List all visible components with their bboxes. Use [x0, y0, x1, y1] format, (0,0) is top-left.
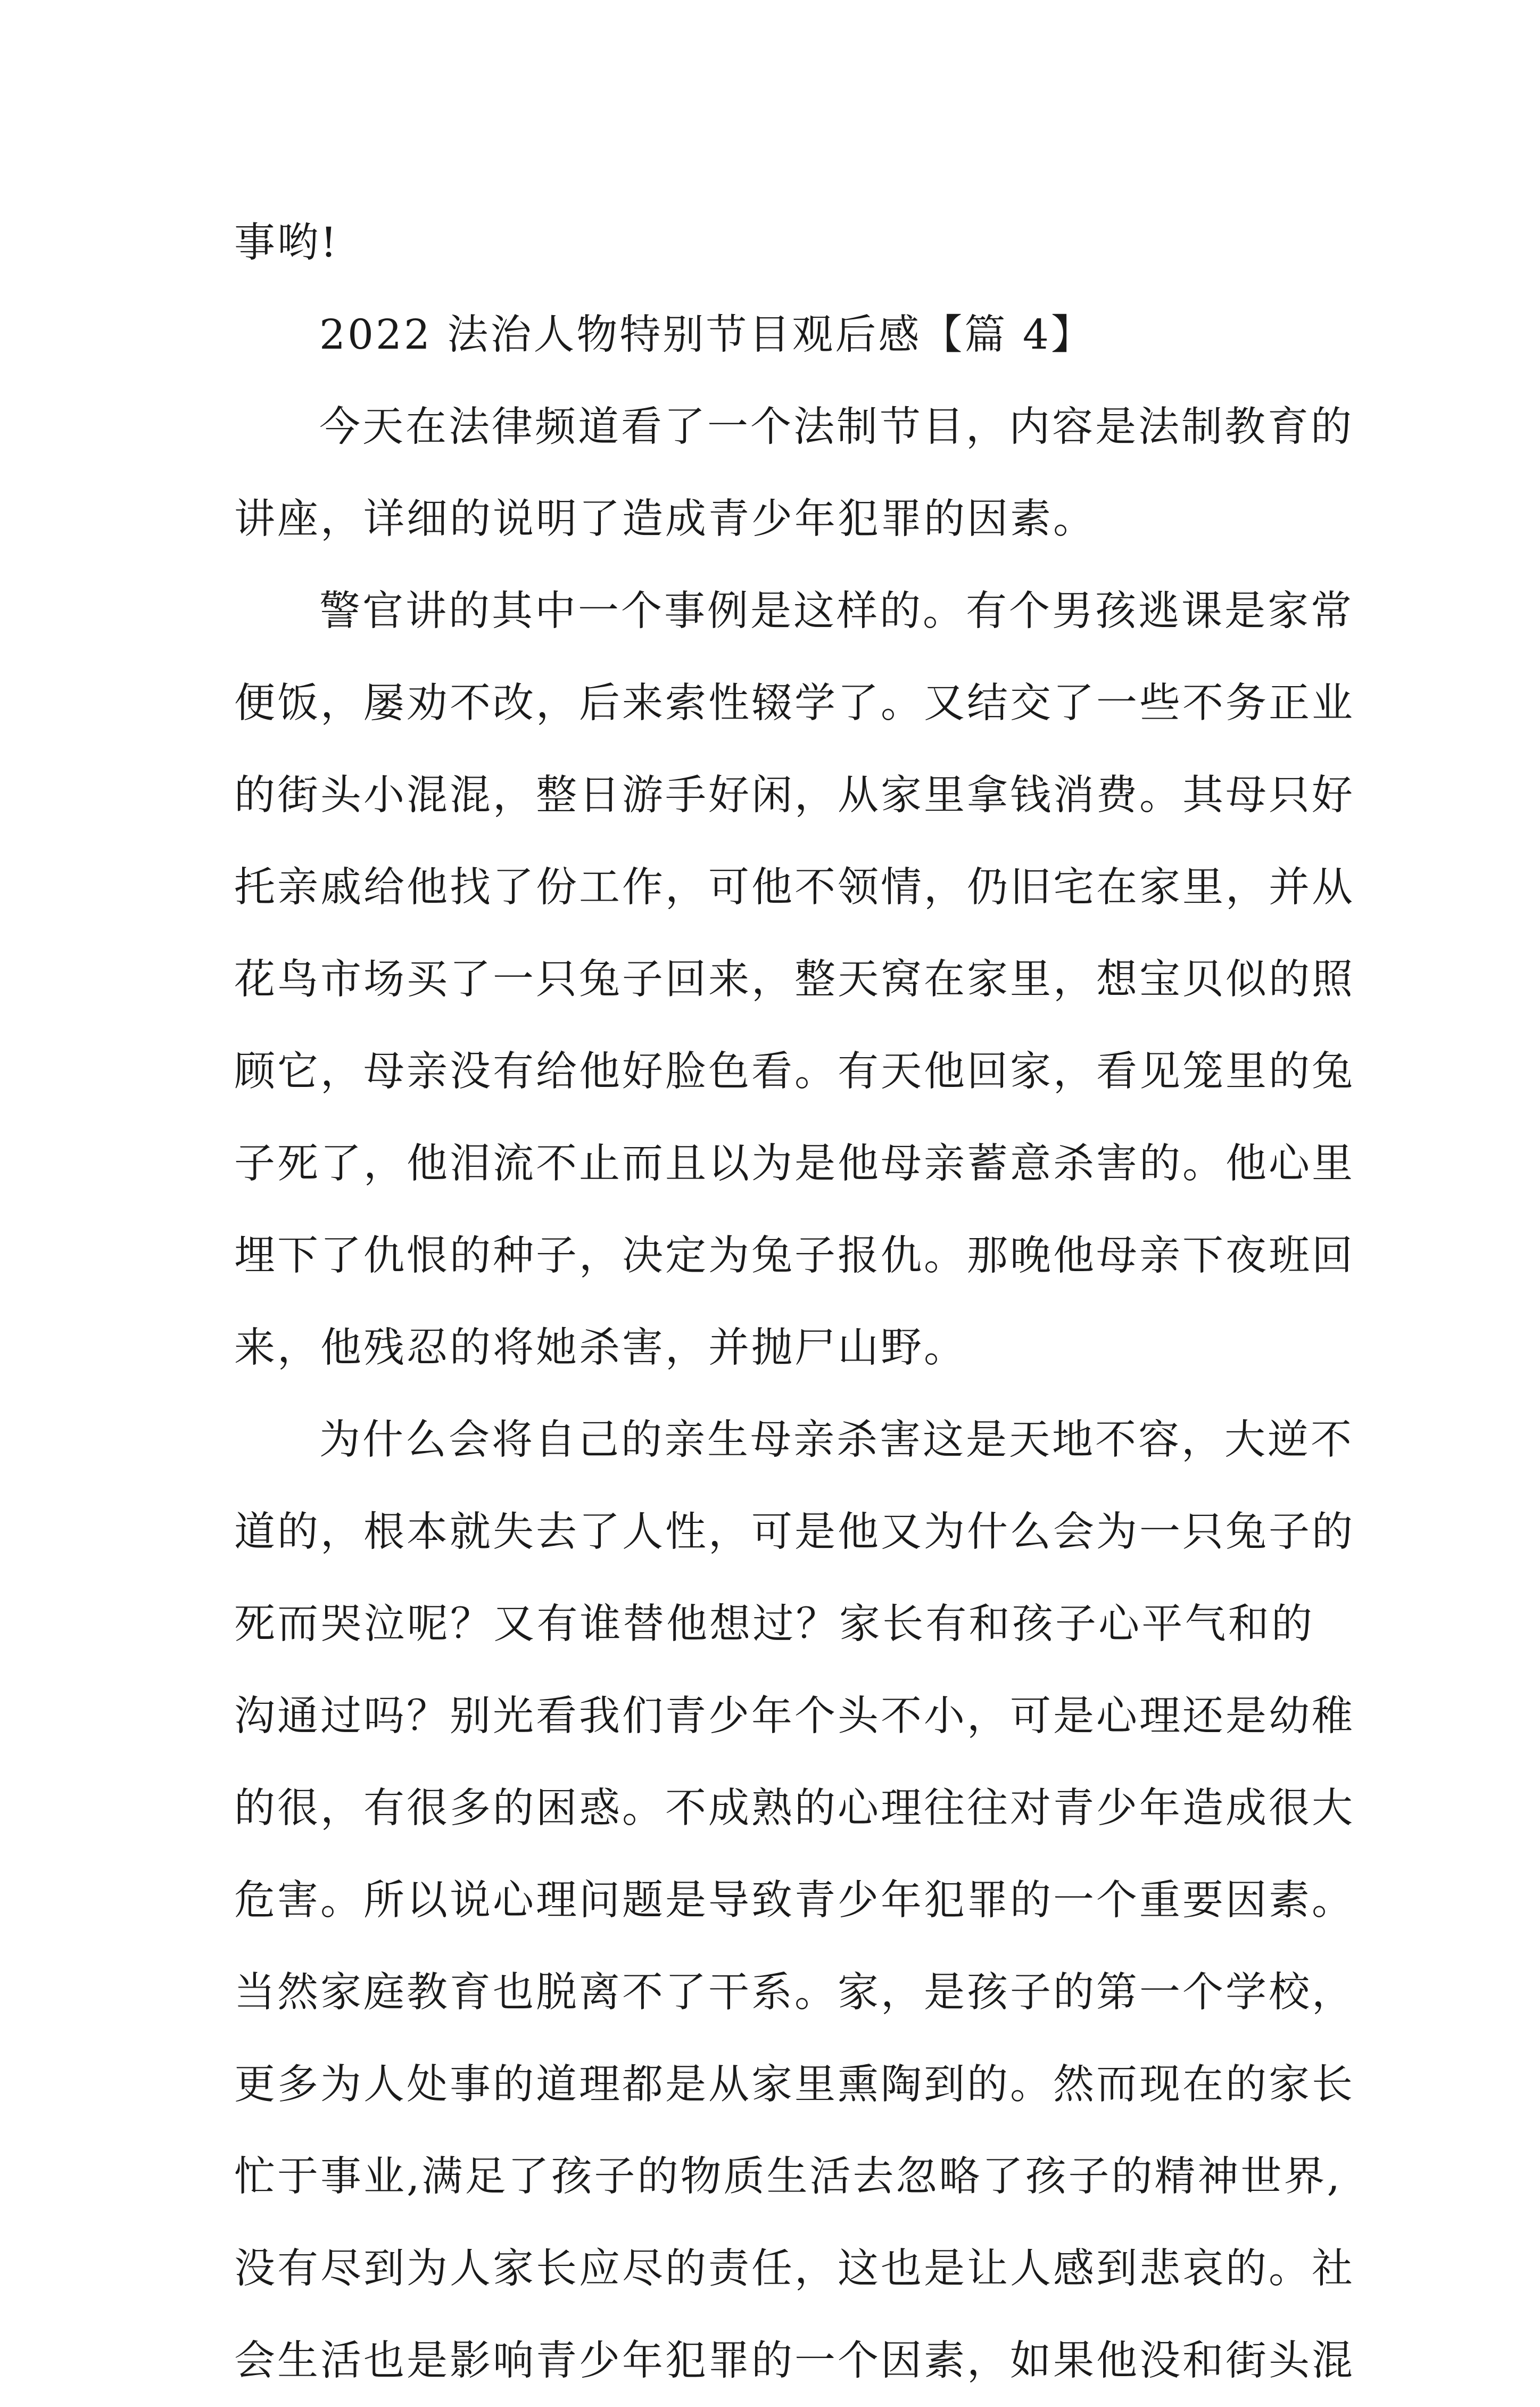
paragraph-3-line-8: 更多为人处事的道理都是从家里熏陶到的。然而现在的家长 — [234, 2061, 1355, 2108]
paragraph-2-line-5: 花鸟市场买了一只兔子回来，整天窝在家里，想宝贝似的照 — [234, 956, 1355, 1003]
paragraph-2-line-8: 埋下了仇恨的种子，决定为兔子报仇。那晚他母亲下夜班回 — [234, 1232, 1355, 1280]
paragraph-2-line-7: 子死了，他泪流不止而且以为是他母亲蓄意杀害的。他心里 — [234, 1140, 1355, 1188]
paragraph-3-line-11: 会生活也是影响青少年犯罪的一个因素，如果他没和街头混 — [234, 2337, 1355, 2385]
paragraph-3-line-3: 死而哭泣呢？又有谁替他想过？家长有和孩子心平气和的 — [234, 1601, 1314, 1648]
paragraph-3-line-1: 为什么会将自己的亲生母亲杀害这是天地不容，大逆不 — [319, 1416, 1354, 1464]
paragraph-3-line-5: 的很，有很多的困惑。不成熟的心理往往对青少年造成很大 — [234, 1785, 1355, 1832]
paragraph-2-line-2: 便饭，屡劝不改，后来索性辍学了。又结交了一些不务正业 — [234, 680, 1355, 727]
paragraph-2-line-4: 托亲戚给他找了份工作，可他不领情，仍旧宅在家里，并从 — [234, 864, 1355, 911]
paragraph-3-line-9: 忙于事业,满足了孩子的物质生活去忽略了孩子的精神世界, — [234, 2153, 1342, 2200]
paragraph-2-line-6: 顾它，母亲没有给他好脸色看。有天他回家，看见笼里的兔 — [234, 1048, 1355, 1095]
section-heading: 2022 法治人物特别节目观后感【篇 4】 — [319, 311, 1094, 359]
document-body — [234, 197, 1355, 2407]
paragraph-3-line-2: 道的，根本就失去了人性，可是他又为什么会为一只兔子的 — [234, 1509, 1355, 1556]
paragraph-2-line-1: 警官讲的其中一个事例是这样的。有个男孩逃课是家常 — [319, 588, 1354, 635]
paragraph-3-line-4: 沟通过吗？别光看我们青少年个头不小，可是心理还是幼稚 — [234, 1693, 1355, 1740]
paragraph-3-line-7: 当然家庭教育也脱离不了干系。家，是孩子的第一个学校， — [234, 1969, 1355, 2016]
paragraph-2-line-3: 的街头小混混，整日游手好闲，从家里拿钱消费。其母只好 — [234, 772, 1355, 819]
paragraph-3-line-10: 没有尽到为人家长应尽的责任，这也是让人感到悲哀的。社 — [234, 2245, 1355, 2293]
text-line-continuation: 事哟! — [234, 219, 339, 267]
paragraph-1-line-2: 讲座，详细的说明了造成青少年犯罪的因素。 — [234, 496, 1096, 543]
paragraph-3-line-6: 危害。所以说心理问题是导致青少年犯罪的一个重要因素。 — [234, 1877, 1355, 1924]
paragraph-2-line-9: 来，他残忍的将她杀害，并抛尸山野。 — [234, 1324, 967, 1372]
paragraph-1-line-1: 今天在法律频道看了一个法制节目，内容是法制教育的 — [319, 403, 1354, 451]
